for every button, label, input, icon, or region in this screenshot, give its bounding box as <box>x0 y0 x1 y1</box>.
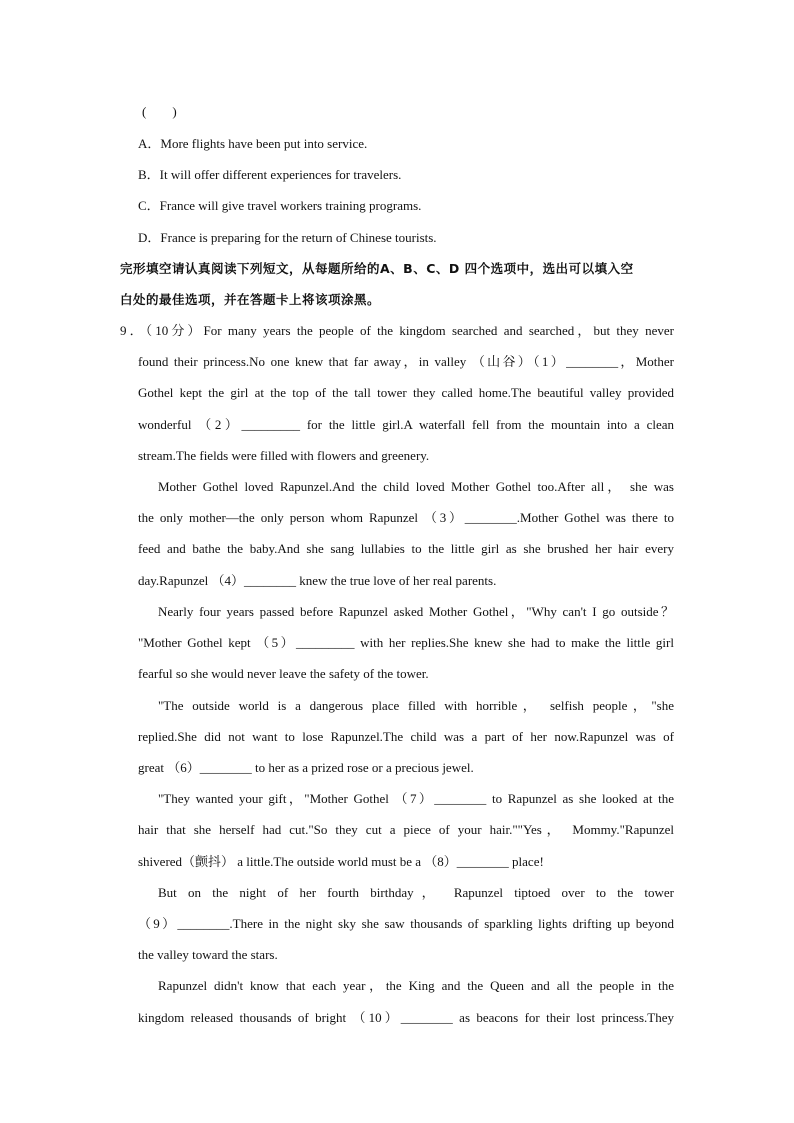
passage-line: hair that she herself had cut."So they cut a piece of your hair.""Yes， Mommy."Rapunzel <box>138 822 674 837</box>
passage-line: （9）________.There in the night sky she saw thousands of sparkling lights drifting up beyond <box>138 916 674 931</box>
passage-line: shivered（颤抖） a little.The outside world must be a （8）________ place! <box>138 854 544 869</box>
passage-line: "The outside world is a dangerous place filled with horrible， selfish people，"she <box>158 698 674 713</box>
passage-line: Mother Gothel loved Rapunzel.And the child loved Mother Gothel too.After all， she was <box>158 479 674 494</box>
option-c: C．France will give travel workers training programs. <box>138 198 422 213</box>
passage-line: the valley toward the stars. <box>138 947 278 962</box>
passage-line: Rapunzel didn't know that each year，the King and the Queen and all the people in the <box>158 978 674 993</box>
passage-line: "They wanted your gift，"Mother Gothel （7）________ to Rapunzel as she looked at the <box>158 791 674 806</box>
passage-line: fearful so she would never leave the safety of the tower. <box>138 666 429 681</box>
passage-line: replied.She did not want to lose Rapunzel.The child was a part of her now.Rapunzel was of <box>138 729 674 744</box>
instructions-line-2: 白处的最佳选项，并在答题卡上将该项涂黑。 <box>120 292 381 307</box>
instructions-line-1: 完形填空请认真阅读下列短文，从每题所给的A、B、C、D 四个选项中，选出可以填入空 <box>120 261 634 276</box>
passage-line: found their princess.No one knew that far away，in valley （山谷）（1）________，Mother <box>138 354 674 369</box>
option-b: B．It will offer different experiences for travelers. <box>138 167 402 182</box>
passage-line: kingdom released thousands of bright （10）________ as beacons for their lost princess.They <box>138 1010 674 1025</box>
passage-line: But on the night of her fourth birthday， Rapunzel tiptoed over to the tower <box>158 885 674 900</box>
passage-line: day.Rapunzel （4）________ knew the true love of her real parents. <box>138 573 497 588</box>
option-d: D．France is preparing for the return of Chinese tourists. <box>138 230 437 245</box>
passage-line: great （6）________ to her as a prized rose or a precious jewel. <box>138 760 474 775</box>
answer-paren: ( ) <box>142 104 177 119</box>
passage-line: Nearly four years passed before Rapunzel asked Mother Gothel，"Why can't I go outside？ <box>158 604 674 619</box>
passage-line: Gothel kept the girl at the top of the tall tower they called home.The beautiful valley provided <box>138 385 674 400</box>
passage-line: stream.The fields were filled with flowers and greenery. <box>138 448 430 463</box>
passage-line: 9．（10分）For many years the people of the kingdom searched and searched，but they never <box>120 323 674 338</box>
passage-line: the only mother—the only person whom Rapunzel （3）________.Mother Gothel was there to <box>138 510 674 525</box>
passage-line: feed and bathe the baby.And she sang lullabies to the little girl as she brushed her hair every <box>138 541 674 556</box>
option-a: A．More flights have been put into service. <box>138 136 368 151</box>
passage-line: wonderful （2）_________ for the little girl.A waterfall fell from the mountain into a clean <box>138 417 674 432</box>
passage-line: "Mother Gothel kept （5）_________ with her replies.She knew she had to make the little girl <box>138 635 674 650</box>
